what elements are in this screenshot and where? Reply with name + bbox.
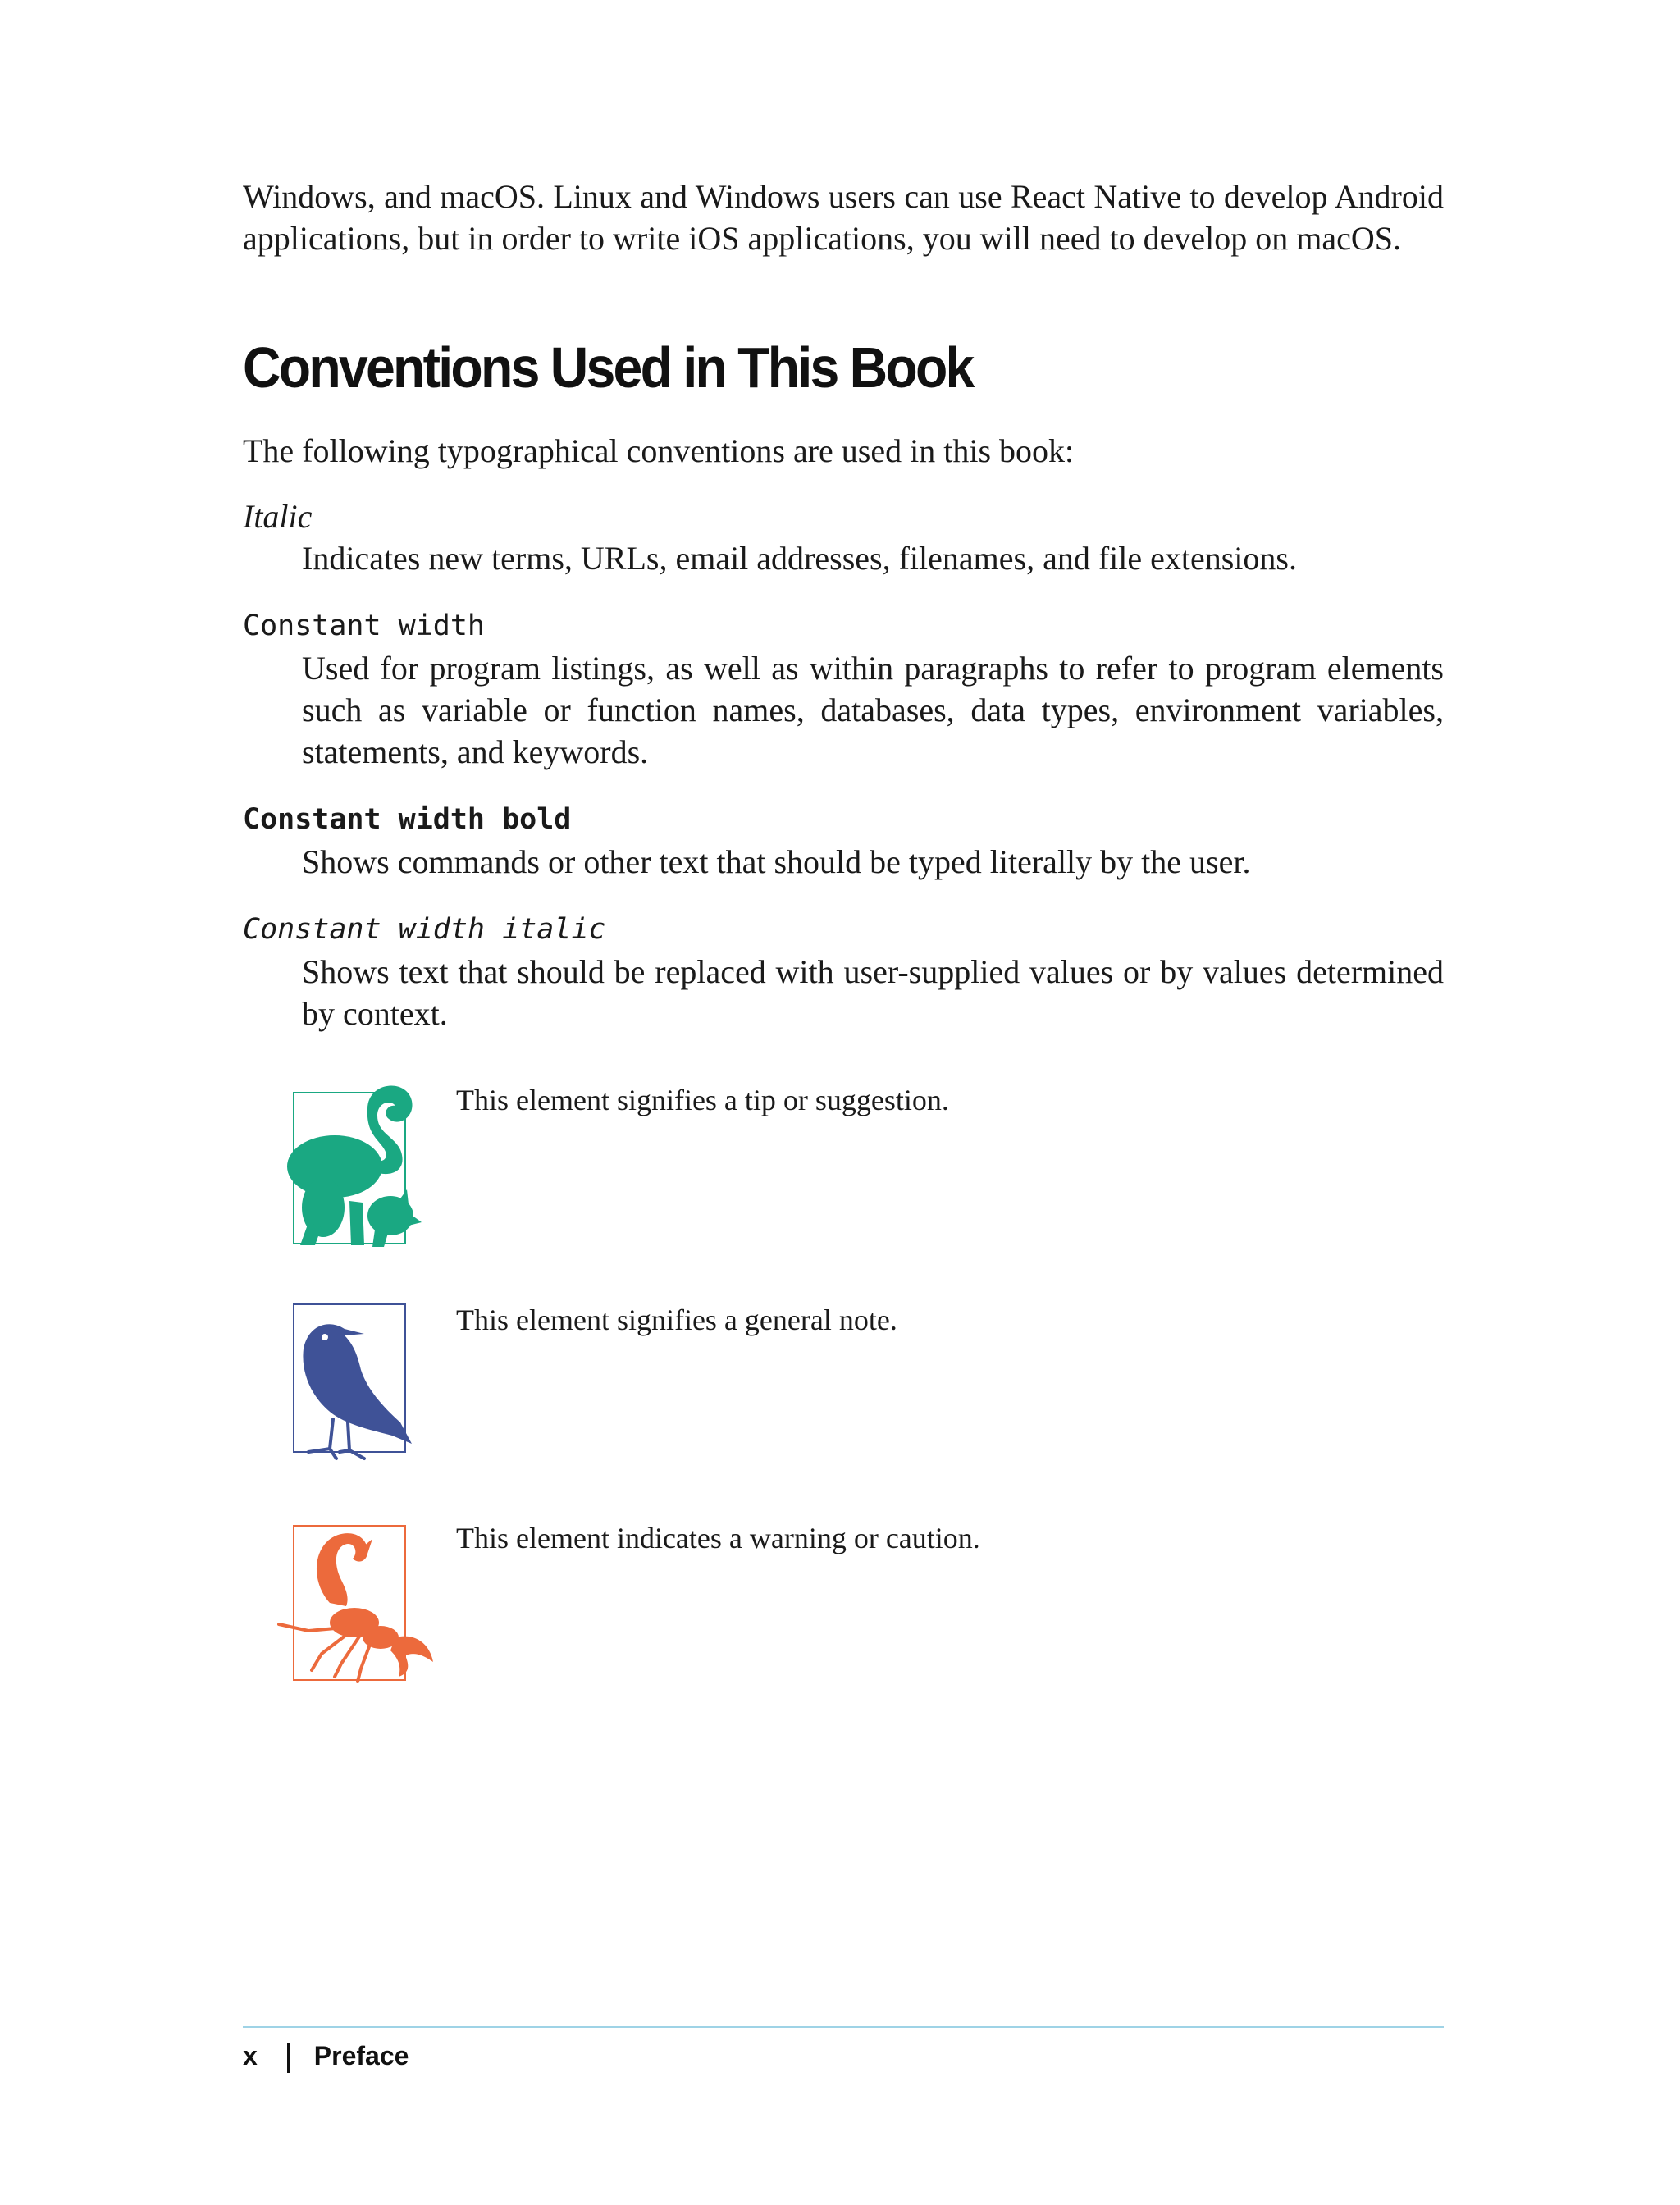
crow-note-icon [276, 1291, 423, 1472]
convention-definition-constant-width: Used for program listings, as well as within paragraphs to refer to program elements such as variable or function names, databases, data types, environment variables, statements, and keywords. [302, 650, 1444, 770]
book-page [243, 0, 1444, 2205]
note-callout-text: This element signifies a general note. [456, 1303, 897, 1336]
lemur-tip-icon [276, 1070, 423, 1258]
intro-paragraph: Windows, and macOS. Linux and Windows users can use React Native to develop Android applications, but in order to write iOS applications, you will need to develop on macOS. [243, 178, 1444, 257]
convention-definition-constant-width-bold: Shows commands or other text that should be typed literally by the user. [302, 843, 1251, 880]
tip-callout-text: This element signifies a tip or suggestion. [456, 1084, 949, 1116]
tip-callout [276, 1070, 423, 1262]
page-footer [243, 2039, 409, 2073]
convention-definition-italic: Indicates new terms, URLs, email addresses, filenames, and file extensions. [302, 540, 1297, 577]
footer-rule [243, 2026, 1444, 2028]
convention-definition-constant-width-italic: Shows text that should be replaced with user-supplied values or by values determined by context. [302, 953, 1444, 1032]
note-callout [276, 1291, 423, 1476]
lead-sentence: The following typographical conventions are used in this book: [243, 432, 1075, 469]
convention-term-constant-width-italic: Constant width italic [243, 913, 606, 946]
footer-separator [287, 2043, 290, 2073]
warning-callout [276, 1506, 448, 1699]
page-number: x [243, 2041, 258, 2070]
scorpion-warning-icon [276, 1506, 448, 1695]
convention-term-constant-width-bold: Constant width bold [243, 803, 572, 836]
convention-term-italic: Italic [243, 498, 313, 535]
convention-term-constant-width: Constant width [243, 609, 486, 642]
section-heading: Conventions Used in This Book [243, 336, 973, 399]
warning-callout-text: This element indicates a warning or caution. [456, 1522, 980, 1554]
footer-section-title: Preface [313, 2041, 409, 2070]
